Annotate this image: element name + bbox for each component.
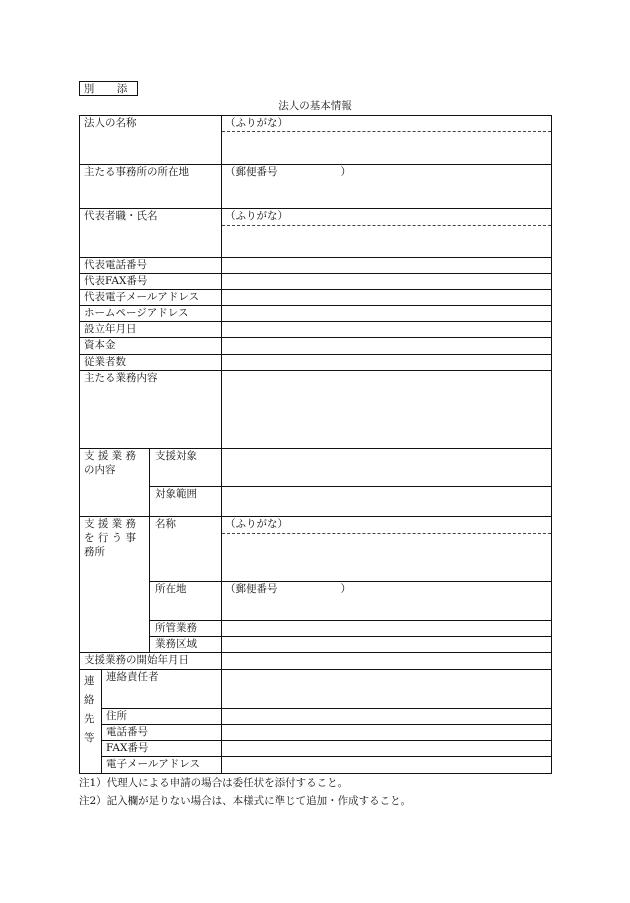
office-name-furigana-hint: （ふりがな） xyxy=(225,518,288,530)
label-support-start-date: 支援業務の開始年月日 xyxy=(84,654,189,666)
office-location-postal-hint: （郵便番号 ） xyxy=(225,583,351,595)
label-capital: 資本金 xyxy=(84,339,116,351)
label-office-location: 所在地 xyxy=(155,583,187,595)
main-office-postal-hint: （郵便番号 ） xyxy=(225,166,351,178)
label-employees: 従業者数 xyxy=(84,356,126,368)
note-2: 注2）記入欄が足りない場合は、本様式に準じて追加・作成すること。 xyxy=(79,795,412,807)
label-support-content-line2: の内容 xyxy=(84,464,116,476)
name-furigana-hint: （ふりがな） xyxy=(225,117,288,129)
label-contact-email: 電子メールアドレス xyxy=(106,758,200,770)
label-target-scope: 対象範囲 xyxy=(155,488,197,500)
label-support-office-line1: 支 援 業 務 xyxy=(84,518,137,530)
label-contact-char3: 先 xyxy=(84,713,95,725)
label-rep-fax: 代表FAX番号 xyxy=(84,275,148,287)
label-rep-title-name: 代表者職・氏名 xyxy=(84,210,158,222)
label-homepage: ホームページアドレス xyxy=(84,307,189,319)
note-1: 注1）代理人による申請の場合は委任状を添付すること。 xyxy=(79,777,349,789)
label-support-content-line1: 支 援 業 務 xyxy=(84,450,137,462)
attachment-label: 別 添 xyxy=(79,81,138,96)
label-rep-email: 代表電子メールアドレス xyxy=(84,291,199,303)
label-main-office: 主たる事務所の所在地 xyxy=(84,166,189,178)
label-contact-phone: 電話番号 xyxy=(106,726,148,738)
label-office-area: 業務区域 xyxy=(155,638,197,650)
label-established: 設立年月日 xyxy=(84,323,137,335)
label-contact-char2: 絡 xyxy=(84,694,95,706)
label-contact-person: 連絡責任者 xyxy=(106,671,159,683)
rep-furigana-hint: （ふりがな） xyxy=(225,210,288,222)
label-name: 法人の名称 xyxy=(84,117,137,129)
form-title: 法人の基本情報 xyxy=(278,100,352,112)
label-support-office-line3: 務所 xyxy=(84,546,105,558)
label-office-name: 名称 xyxy=(155,518,176,530)
label-office-jurisdiction: 所管業務 xyxy=(155,622,197,634)
label-main-business: 主たる業務内容 xyxy=(84,372,158,384)
label-support-target: 支援対象 xyxy=(155,450,197,462)
label-contact-char1: 連 xyxy=(84,675,95,687)
label-rep-phone: 代表電話番号 xyxy=(84,259,147,271)
label-contact-fax: FAX番号 xyxy=(106,742,149,754)
label-contact-address: 住所 xyxy=(106,710,127,722)
label-support-office-line2: を 行 う 事 xyxy=(84,532,137,544)
label-contact-char4: 等 xyxy=(84,732,95,744)
